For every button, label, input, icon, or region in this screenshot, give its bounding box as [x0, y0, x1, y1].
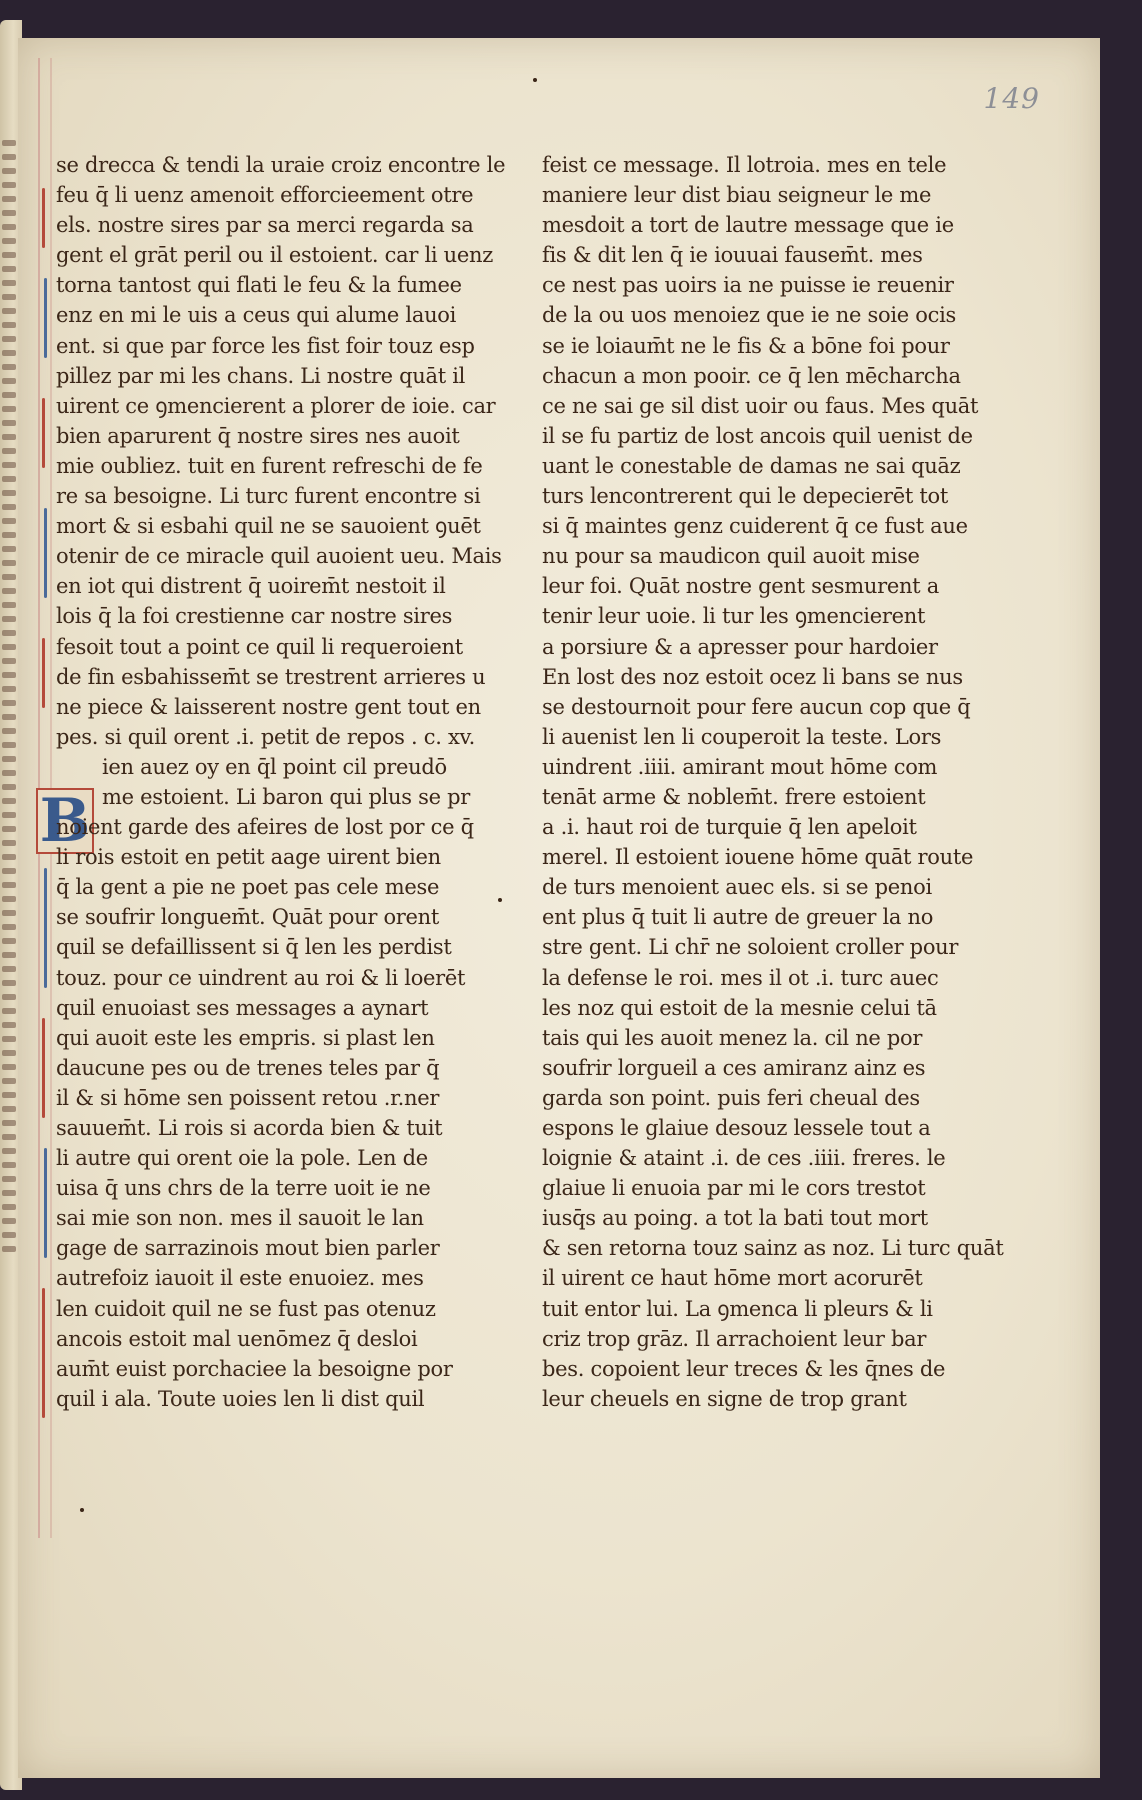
- text-line: de fin esbahissem̄t se trestrent arrieres u: [56, 664, 486, 689]
- ink-speck: [498, 898, 502, 902]
- text-line: fesoit tout a point ce quil li requeroient: [56, 634, 463, 659]
- text-line: pillez par mi les chans. Li nostre quāt il: [56, 363, 466, 388]
- red-flourish: [42, 188, 45, 248]
- text-line: qui auoit este les empris. si plast len: [56, 1025, 435, 1050]
- text-line: fis & dit len q̄ ie iouuai fausem̄t. mes: [542, 243, 923, 268]
- red-flourish: [42, 398, 45, 468]
- text-line: bes. copoient leur treces & les q̄nes de: [542, 1356, 946, 1381]
- text-line: se soufrir longuem̄t. Quāt pour orent: [56, 905, 440, 930]
- text-line: els. nostre sires par sa merci regarda sa: [56, 213, 474, 238]
- text-line: stre gent. Li chr̄ ne soloient croller pour: [542, 935, 959, 960]
- text-column-left: [56, 150, 506, 1414]
- text-line: a .i. haut roi de turquie q̄ len apeloit: [542, 815, 917, 840]
- text-line: il & si hōme sen poissent retou .r.ner: [56, 1085, 440, 1110]
- text-line: pes. si quil orent .i. petit de repos . c. xv.: [56, 724, 475, 749]
- text-line: de la ou uos menoiez que ie ne soie ocis: [542, 303, 956, 328]
- text-line: tenāt arme & noblem̄t. frere estoient: [542, 784, 926, 809]
- text-line: les noz qui estoit de la mesnie celui tā: [542, 995, 937, 1020]
- text-line: se destournoit pour fere aucun cop que q̄: [542, 694, 971, 719]
- text-line: ne piece & laisserent nostre gent tout en: [56, 694, 481, 719]
- text-line: lois q̄ la foi crestienne car nostre sires: [56, 604, 453, 629]
- text-line: de turs menoient auec els. si se penoi: [542, 875, 932, 900]
- text-line: li rois estoit en petit aage uirent bien: [56, 845, 441, 870]
- text-line: a porsiure & a apresser pour hardoier: [542, 634, 938, 659]
- text-line: re sa besoigne. Li turc furent encontre si: [56, 484, 481, 509]
- text-line: merel. Il estoient iouene hōme quāt route: [542, 845, 974, 870]
- text-line: quil i ala. Toute uoies len li dist quil: [56, 1386, 425, 1411]
- red-flourish: [42, 1018, 45, 1118]
- blue-flourish: [44, 278, 47, 358]
- text-line: turs lencontrerent qui le depecierēt tot: [542, 484, 948, 509]
- text-line: quil se defaillissent si q̄ len les perdist: [56, 935, 452, 960]
- blue-flourish: [44, 1148, 47, 1258]
- text-line: iusq̄s au poing. a tot la bati tout mort: [542, 1206, 928, 1231]
- text-line: q̄ la gent a pie ne poet pas cele mese: [56, 875, 440, 900]
- text-line: en iot qui distrent q̄ uoirem̄t nestoit il: [56, 574, 446, 599]
- text-line: En lost des noz estoit ocez li bans se nus: [542, 664, 963, 689]
- text-line: sai mie son non. mes il sauoit le lan: [56, 1206, 424, 1231]
- text-line: il uirent ce haut hōme mort acorurēt: [542, 1266, 923, 1291]
- text-line: feist ce message. Il lotroia. mes en tele: [542, 153, 947, 177]
- text-line: si q̄ maintes genz cuiderent q̄ ce fust aue: [542, 514, 968, 539]
- text-line: gent el grāt peril ou il estoient. car li uenz: [56, 243, 494, 268]
- red-flourish: [42, 638, 45, 708]
- text-line: glaiue li enuoia par mi le cors trestot: [542, 1176, 926, 1201]
- text-line: len cuidoit quil ne se fust pas otenuz: [56, 1296, 436, 1321]
- text-line: il se fu partiz de lost ancois quil uenist de: [542, 423, 973, 448]
- text-line: mie oubliez. tuit en furent refreschi de fe: [56, 453, 483, 478]
- text-line: noient garde des afeires de lost por ce q̄: [56, 815, 474, 840]
- text-line: garda son point. puis feri cheual des: [542, 1085, 920, 1110]
- text-line: criz trop grāz. Il arrachoient leur bar: [542, 1326, 927, 1351]
- text-line: uisa q̄ uns chrs de la terre uoit ie ne: [56, 1176, 431, 1201]
- text-line: li auenist len li couperoit la teste. Lors: [542, 724, 942, 749]
- text-line: quil enuoiast ses messages a aynart: [56, 995, 429, 1020]
- text-line: mort & si esbahi quil ne se sauoient ꝯuēt: [56, 514, 481, 539]
- text-line: ent. si que par force les fist foir touz esp: [56, 333, 475, 358]
- text-line: uirent ce ꝯmencierent a plorer de ioie. car: [56, 393, 496, 418]
- text-line: ce ne sai ge sil dist uoir ou faus. Mes quāt: [542, 393, 979, 418]
- folio-number: 149: [983, 82, 1040, 115]
- text-line: enz en mi le uis a ceus qui alume lauoi: [56, 303, 457, 328]
- text-line: me estoient. Li baron qui plus se pr: [102, 784, 471, 809]
- text-line: chacun a mon pooir. ce q̄ len mēcharcha: [542, 363, 961, 388]
- text-line: ent plus q̄ tuit li autre de greuer la no: [542, 905, 934, 930]
- text-line: ancois estoit mal uenōmez q̄ desloi: [56, 1326, 418, 1351]
- text-line: & sen retorna touz sainz as noz. Li turc quāt: [542, 1236, 1004, 1261]
- text-line: leur cheuels en signe de trop grant: [542, 1386, 907, 1411]
- text-line: autrefoiz iauoit il este enuoiez. mes: [56, 1266, 424, 1291]
- text-line: soufrir lorgueil a ces amiranz ainz es: [542, 1055, 926, 1080]
- text-line: gage de sarrazinois mout bien parler: [56, 1236, 440, 1261]
- text-column-right: [542, 150, 1002, 1414]
- text-line: mesdoit a tort de lautre message que ie: [542, 213, 954, 238]
- red-flourish: [42, 1288, 45, 1418]
- text-line: la defense le roi. mes il ot .i. turc auec: [542, 965, 939, 990]
- text-line: tuit entor lui. La ꝯmenca li pleurs & li: [542, 1296, 933, 1321]
- text-line: uindrent .iiii. amirant mout hōme com: [542, 754, 938, 779]
- decorated-initial: B: [36, 788, 94, 854]
- text-line: nu pour sa maudicon quil auoit mise: [542, 544, 920, 569]
- text-line: feu q̄ li uenz amenoit efforcieement otre: [56, 183, 474, 208]
- text-line: maniere leur dist biau seigneur le me: [542, 183, 932, 208]
- text-line: daucune pes ou de trenes teles par q̄: [56, 1055, 440, 1080]
- text-line: leur foi. Quāt nostre gent sesmurent a: [542, 574, 939, 599]
- text-line: torna tantost qui flati le feu & la fumee: [56, 273, 462, 298]
- text-line: sauuem̄t. Li rois si acorda bien & tuit: [56, 1116, 443, 1140]
- text-line: li autre qui orent oie la pole. Len de: [56, 1146, 428, 1171]
- text-line: tais qui les auoit menez la. cil ne por: [542, 1025, 923, 1050]
- text-line: otenir de ce miracle quil auoient ueu. Mais: [56, 544, 502, 569]
- ink-speck: [533, 78, 537, 82]
- parchment-folio: [18, 38, 1100, 1778]
- text-line: se drecca & tendi la uraie croiz encontre le: [56, 153, 506, 177]
- text-line: bien aparurent q̄ nostre sires nes auoit: [56, 423, 460, 448]
- text-line: touz. pour ce uindrent au roi & li loerēt: [56, 965, 466, 990]
- text-line: ien auez oy en q̄l point cil preudō: [102, 754, 447, 779]
- text-line: ce nest pas uoirs ia ne puisse ie reuenir: [542, 273, 954, 298]
- text-line: loignie & ataint .i. de ces .iiii. freres. le: [542, 1146, 946, 1171]
- blue-flourish: [44, 868, 47, 988]
- text-line: aum̄t euist porchaciee la besoigne por: [56, 1356, 453, 1381]
- blue-flourish: [44, 508, 47, 598]
- ink-speck: [80, 1508, 84, 1512]
- text-line: tenir leur uoie. li tur les ꝯmencierent: [542, 604, 926, 629]
- text-line: espons le glaiue desouz lessele tout a: [542, 1116, 931, 1140]
- text-line: se ie loiaum̄t ne le fis & a bōne foi pour: [542, 333, 950, 358]
- text-line: uant le conestable de damas ne sai quāz: [542, 453, 961, 478]
